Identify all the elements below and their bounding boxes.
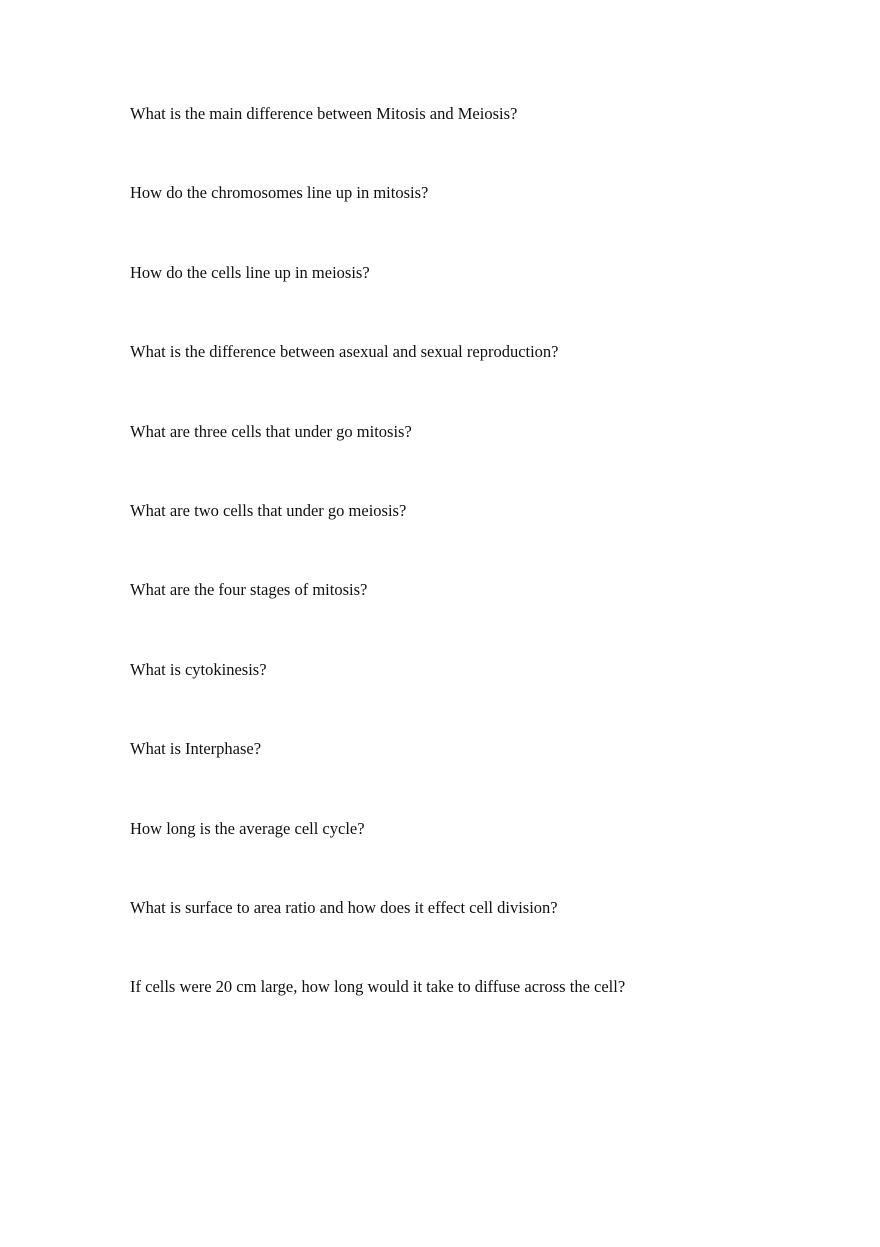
question-7: What are the four stages of mitosis? [130, 580, 368, 600]
question-8: What is cytokinesis? [130, 659, 267, 679]
question-1: What is the main difference between Mitosis and Meiosis? [130, 104, 518, 123]
question-11: What is surface to area ratio and how does it effect cell division? [130, 897, 558, 917]
question-12: If cells were 20 cm large, how long would it take to diffuse across the cell? [130, 977, 626, 997]
question-6: What are two cells that under go meiosis? [130, 500, 407, 520]
question-2: How do the chromosomes line up in mitosis? [130, 183, 429, 203]
question-10: How long is the average cell cycle? [130, 818, 365, 838]
question-4: What is the difference between asexual and sexual reproduction? [130, 342, 559, 362]
question-list [130, 103, 830, 1056]
question-9: What is Interphase? [130, 739, 262, 759]
question-3: How do the cells line up in meiosis? [130, 262, 370, 282]
question-5: What are three cells that under go mitosis? [130, 421, 412, 441]
